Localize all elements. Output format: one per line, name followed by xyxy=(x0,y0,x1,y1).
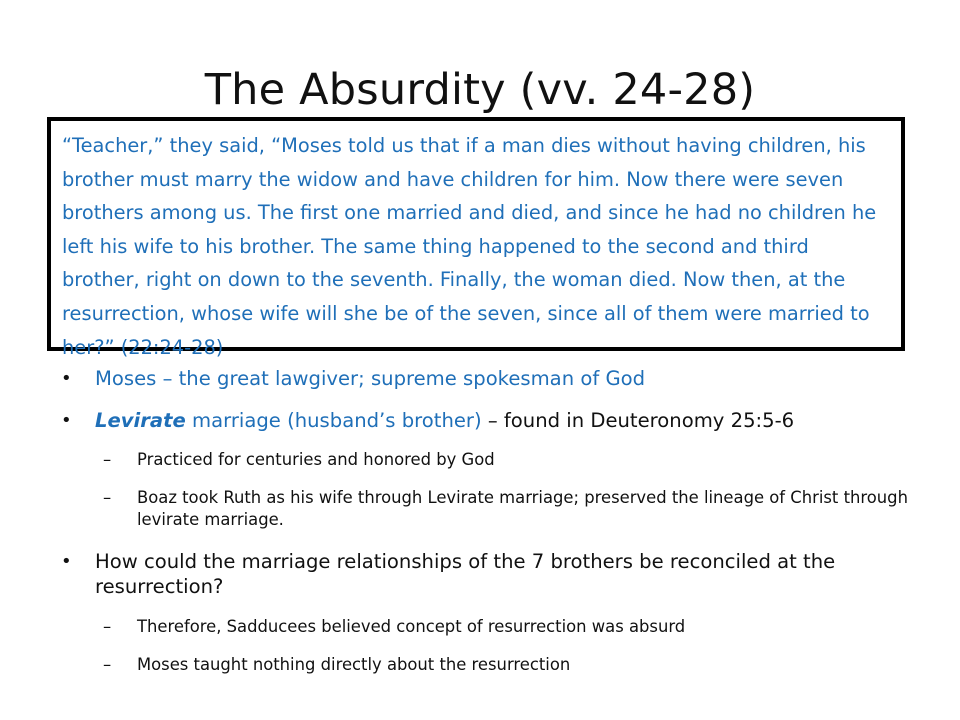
bullet-highlight-italic: Levirate xyxy=(95,409,186,432)
bullet-text: – found in Deuteronomy 25:5-6 xyxy=(481,409,795,432)
bullet-item-moses xyxy=(61,366,646,391)
scripture-quote-text: “Teacher,” they said, “Moses told us that if a man dies without having children, his brother must marry the widow and have children for him. Now there were seven brothers among us. The first one married and died, and since he had no children he left his wife to his brother. The same thing happened to the second and third brother, right on down to the seventh. Finally, the woman died. Now then, at the resurrection, whose wife will she be of the seven, since all of them were married to her?” (22:24-28) xyxy=(62,134,877,359)
dash-marker: – xyxy=(103,488,112,507)
sub-bullet-boaz xyxy=(103,487,917,531)
dash-marker: – xyxy=(103,450,112,469)
sub-bullet-moses-taught xyxy=(103,654,917,676)
bullet-item-question xyxy=(61,549,885,599)
dash-marker: – xyxy=(103,617,112,636)
bullet-text: How could the marriage relationships of the 7 brothers be reconciled at the resurrection? xyxy=(95,550,836,598)
bullet-marker: • xyxy=(61,368,72,389)
bullet-marker: • xyxy=(61,551,72,572)
slide-title: The Absurdity (vv. 24-28) xyxy=(204,65,756,115)
bullet-text: – the great lawgiver; supreme spokesman of God xyxy=(156,367,646,390)
sub-bullet-text: Therefore, Sadducees believed concept of resurrection was absurd xyxy=(137,617,686,636)
sub-bullet-text: Moses taught nothing directly about the resurrection xyxy=(137,655,571,674)
sub-bullet-text: Boaz took Ruth as his wife through Levirate marriage; preserved the lineage of Christ through levirate marriage. xyxy=(137,488,908,529)
sub-bullet-therefore xyxy=(103,616,917,638)
bullet-item-levirate xyxy=(61,408,795,433)
scripture-quote-box xyxy=(47,117,905,359)
bullet-highlight: marriage (husband’s brother) xyxy=(185,409,482,432)
dash-marker: – xyxy=(103,655,112,674)
bullet-marker: • xyxy=(61,410,72,431)
sub-bullet-practiced xyxy=(103,449,917,471)
sub-bullet-text: Practiced for centuries and honored by God xyxy=(137,450,495,469)
bullet-highlight: Moses xyxy=(95,367,157,390)
